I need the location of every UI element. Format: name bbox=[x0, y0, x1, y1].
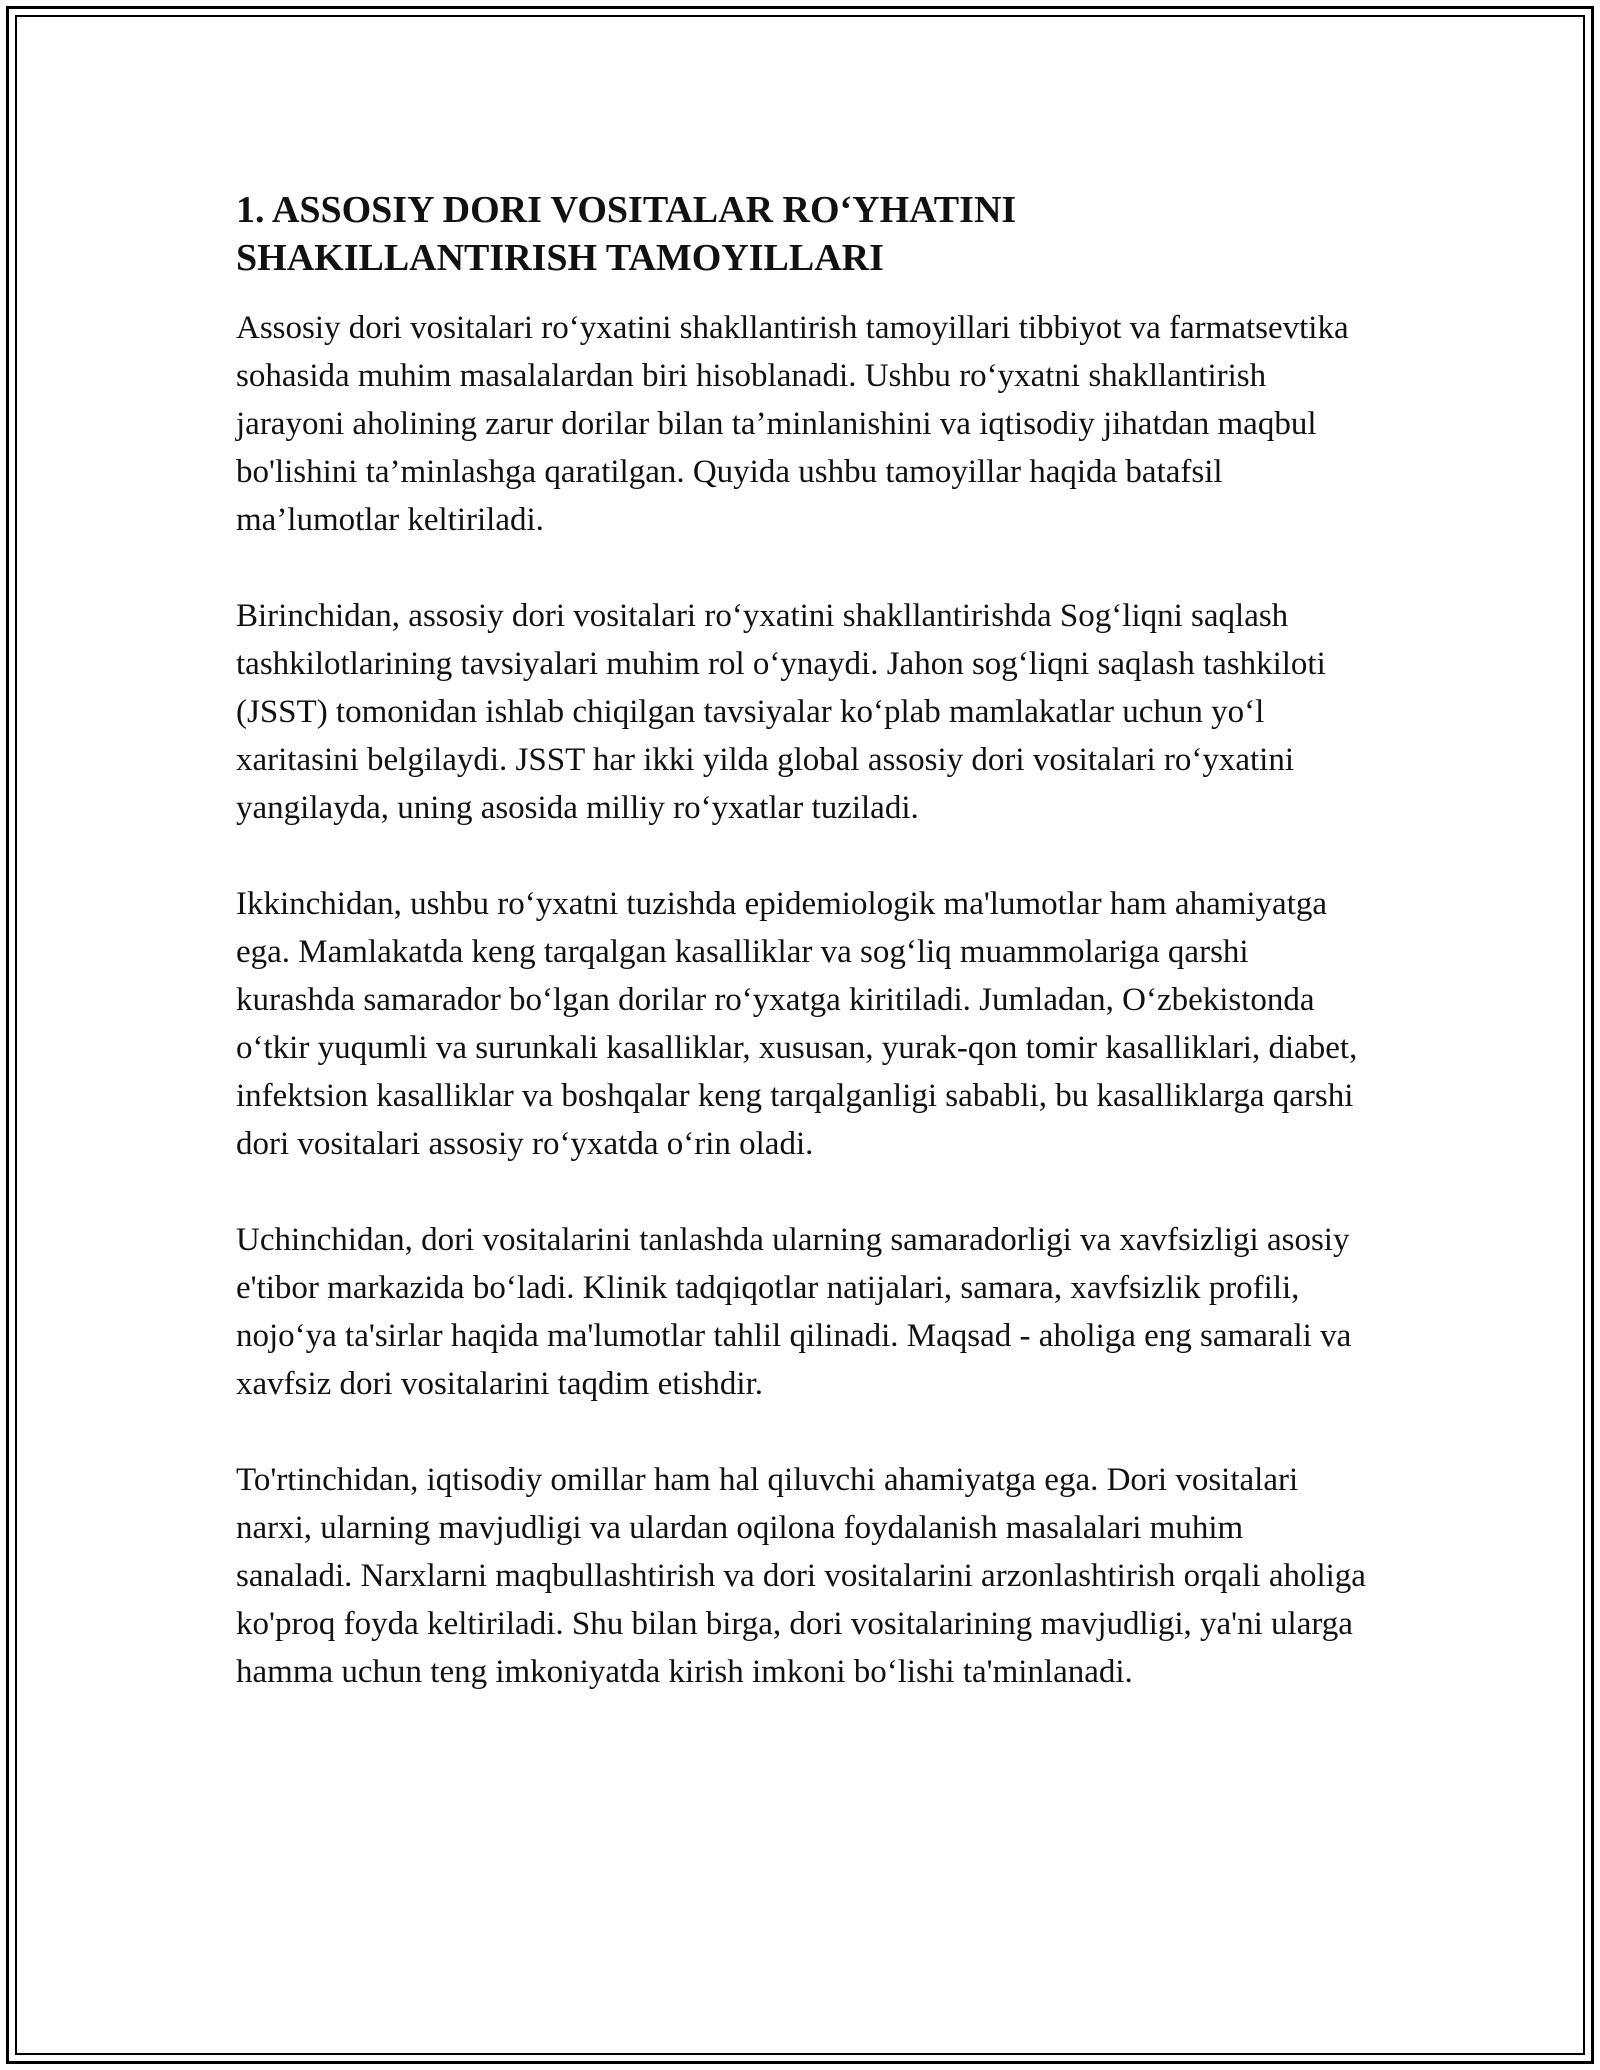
paragraph-second-principle: Ikkinchidan, ushbu ro‘yxatni tuzishda epidemiologik ma'lumotlar ham ahamiyatga ega. Mamlakatda keng tarqalgan kasalliklar va sog‘liq muammolariga qarshi kurashda samarador bo‘lgan dorilar ro‘yxatga kiritiladi. Jumladan, O‘zbekistonda o‘tkir yuqumli va surunkali kasalliklar, xususan, yurak-qon tomir kasalliklari, diabet, infektsion kasalliklar va boshqalar keng tarqalganligi sababli, bu kasalliklarga qarshi dori vositalari assosiy ro‘yxatda o‘rin oladi. bbox=[236, 886, 1358, 1162]
document-body bbox=[236, 186, 1366, 1696]
section-heading bbox=[236, 186, 1366, 282]
paragraph-fourth-principle: To'rtinchidan, iqtisodiy omillar ham hal qiluvchi ahamiyatga ega. Dori vositalari narxi, ularning mavjudligi va ulardan oqilona foydalanish masalalari muhim sanaladi. Narxlarni maqbullashtirish va dori vositalarini arzonlashtirish orqali aholiga ko'proq foyda keltiriladi. Shu bilan birga, dori vositalarining mavjudligi, ya'ni ularga hamma uchun teng imkoniyatda kirish imkoni bo‘lishi ta'minlanadi. bbox=[236, 1462, 1366, 1690]
section-heading-line-1: 1. ASSOSIY DORI VOSITALAR RO‘YHATINI bbox=[236, 189, 1017, 231]
paragraph-third-principle: Uchinchidan, dori vositalarini tanlashda ularning samaradorligi va xavfsizligi asosiy e'tibor markazida bo‘ladi. Klinik tadqiqotlar natijalari, samara, xavfsizlik profili, nojo‘ya ta'sirlar haqida ma'lumotlar tahlil qilinadi. Maqsad - aholiga eng samarali va xavfsiz dori vositalarini taqdim etishdir. bbox=[236, 1222, 1352, 1402]
paragraph-intro: Assosiy dori vositalari ro‘yxatini shakllantirish tamoyillari tibbiyot va farmatsevtika sohasida muhim masalalardan biri hisoblanadi. Ushbu ro‘yxatni shakllantirish jarayoni aholining zarur dorilar bilan ta’minlanishini va iqtisodiy jihatdan maqbul bo'lishini ta’minlashga qaratilgan. Quyida ushbu tamoyillar haqida batafsil ma’lumotlar keltiriladi. bbox=[236, 310, 1349, 538]
paragraph-first-principle: Birinchidan, assosiy dori vositalari ro‘yxatini shakllantirishda Sog‘liqni saqlash tashkilotlarining tavsiyalari muhim rol o‘ynaydi. Jahon sog‘liqni saqlash tashkiloti (JSST) tomonidan ishlab chiqilgan tavsiyalar ko‘plab mamlakatlar uchun yo‘l xaritasini belgilaydi. JSST har ikki yilda global assosiy dori vositalari ro‘yxatini yangilayda, uning asosida milliy ro‘yxatlar tuziladi. bbox=[236, 598, 1326, 826]
section-heading-line-2: SHAKILLANTIRISH TAMOYILLARI bbox=[236, 237, 884, 279]
